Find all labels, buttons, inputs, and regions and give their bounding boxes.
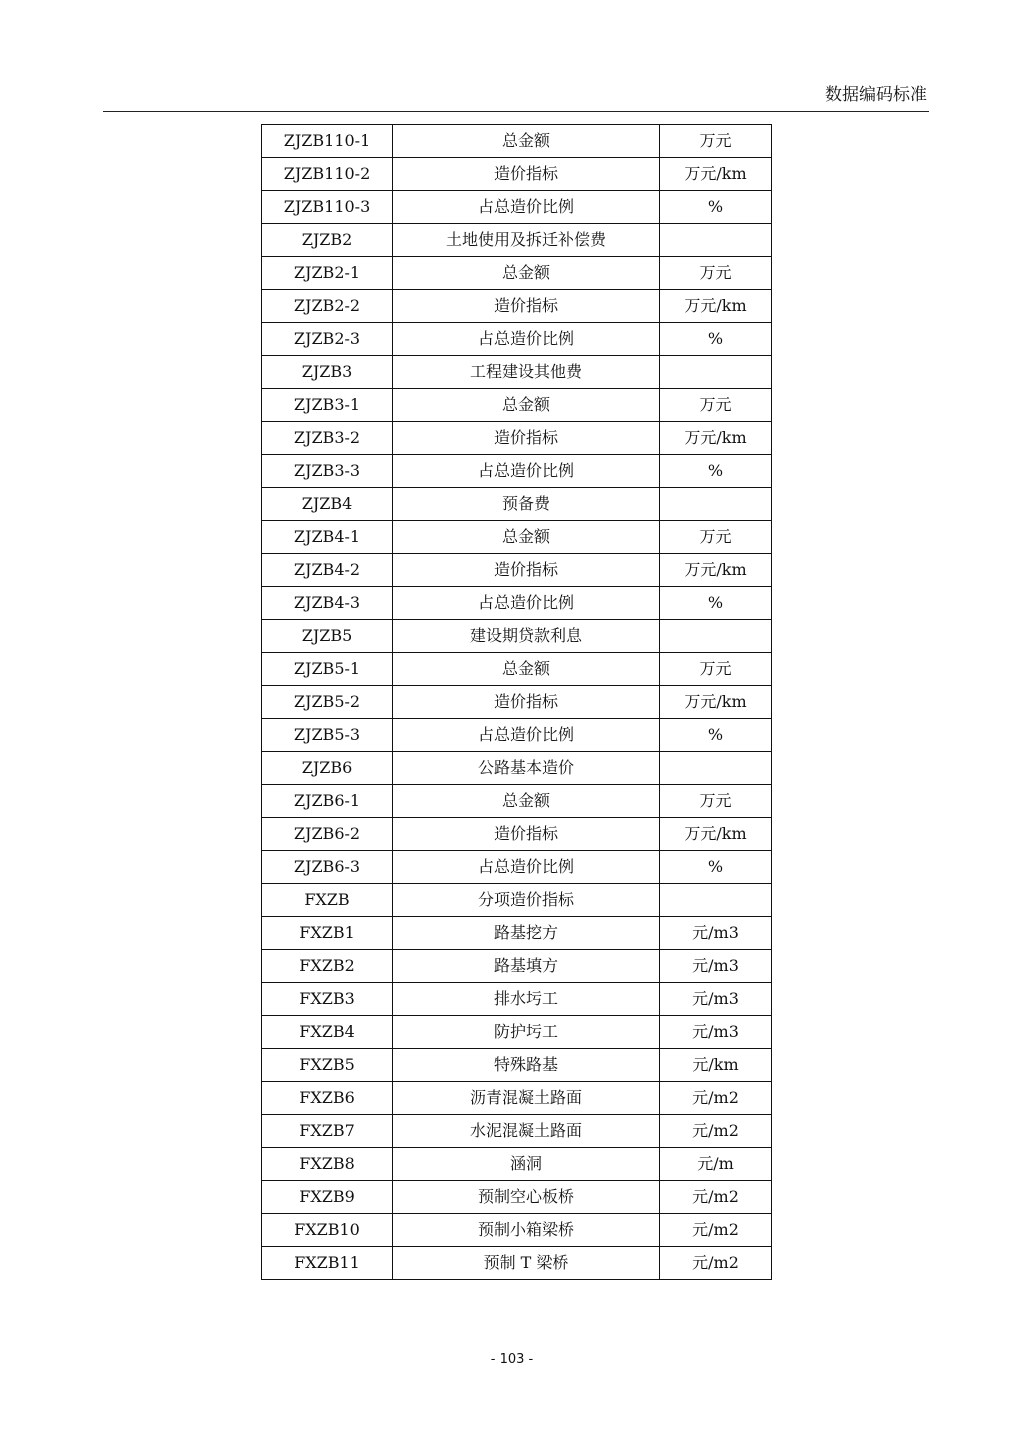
table-row — [262, 950, 772, 983]
table-row — [262, 1247, 772, 1280]
name-cell: 占总造价比例 — [393, 191, 660, 224]
page-header — [103, 84, 929, 112]
unit-cell: 万元/km — [660, 686, 772, 719]
name-cell: 水泥混凝土路面 — [393, 1115, 660, 1148]
table-row — [262, 785, 772, 818]
unit-cell — [660, 356, 772, 389]
unit-cell: 万元 — [660, 653, 772, 686]
name-cell: 工程建设其他费 — [393, 356, 660, 389]
name-cell: 路基挖方 — [393, 917, 660, 950]
code-cell: ZJZB5-1 — [262, 653, 393, 686]
unit-cell — [660, 224, 772, 257]
name-cell: 占总造价比例 — [393, 587, 660, 620]
unit-cell: % — [660, 191, 772, 224]
unit-cell: 万元 — [660, 785, 772, 818]
table-row — [262, 884, 772, 917]
name-cell: 预备费 — [393, 488, 660, 521]
table-row — [262, 587, 772, 620]
code-cell: ZJZB4-1 — [262, 521, 393, 554]
name-cell: 总金额 — [393, 257, 660, 290]
code-cell: FXZB6 — [262, 1082, 393, 1115]
code-cell: ZJZB110-2 — [262, 158, 393, 191]
code-cell: FXZB9 — [262, 1181, 393, 1214]
name-cell: 总金额 — [393, 389, 660, 422]
unit-cell: 元/m3 — [660, 917, 772, 950]
name-cell: 预制 T 梁桥 — [393, 1247, 660, 1280]
name-cell: 涵洞 — [393, 1148, 660, 1181]
table-row — [262, 455, 772, 488]
unit-cell: % — [660, 587, 772, 620]
table-row — [262, 158, 772, 191]
name-cell: 防护圬工 — [393, 1016, 660, 1049]
code-cell: ZJZB6-2 — [262, 818, 393, 851]
unit-cell: 元/m2 — [660, 1214, 772, 1247]
unit-cell: 万元/km — [660, 818, 772, 851]
code-cell: ZJZB3-3 — [262, 455, 393, 488]
unit-cell: 元/m3 — [660, 950, 772, 983]
code-cell: FXZB4 — [262, 1016, 393, 1049]
name-cell: 排水圬工 — [393, 983, 660, 1016]
table-row — [262, 290, 772, 323]
table-body — [262, 125, 772, 1280]
name-cell: 建设期贷款利息 — [393, 620, 660, 653]
table-row — [262, 422, 772, 455]
name-cell: 占总造价比例 — [393, 455, 660, 488]
unit-cell: 元/m2 — [660, 1181, 772, 1214]
code-cell: FXZB — [262, 884, 393, 917]
unit-cell: % — [660, 719, 772, 752]
name-cell: 造价指标 — [393, 686, 660, 719]
table-row — [262, 686, 772, 719]
unit-cell — [660, 884, 772, 917]
table-row — [262, 1148, 772, 1181]
code-cell: ZJZB3-1 — [262, 389, 393, 422]
unit-cell — [660, 488, 772, 521]
table-row — [262, 356, 772, 389]
table-row — [262, 818, 772, 851]
unit-cell: 元/m2 — [660, 1082, 772, 1115]
name-cell: 占总造价比例 — [393, 323, 660, 356]
unit-cell: 元/m2 — [660, 1115, 772, 1148]
unit-cell: 万元 — [660, 125, 772, 158]
name-cell: 分项造价指标 — [393, 884, 660, 917]
code-cell: FXZB10 — [262, 1214, 393, 1247]
name-cell: 预制空心板桥 — [393, 1181, 660, 1214]
table-row — [262, 620, 772, 653]
code-cell: ZJZB2-2 — [262, 290, 393, 323]
unit-cell: 万元/km — [660, 422, 772, 455]
name-cell: 占总造价比例 — [393, 851, 660, 884]
table-row — [262, 752, 772, 785]
name-cell: 造价指标 — [393, 554, 660, 587]
code-cell: ZJZB4 — [262, 488, 393, 521]
code-cell: FXZB8 — [262, 1148, 393, 1181]
code-cell: ZJZB4-2 — [262, 554, 393, 587]
code-cell: ZJZB6-1 — [262, 785, 393, 818]
page-header-title: 数据编码标准 — [825, 85, 927, 105]
unit-cell: % — [660, 851, 772, 884]
unit-cell: 元/m2 — [660, 1247, 772, 1280]
table-row — [262, 554, 772, 587]
code-cell: FXZB7 — [262, 1115, 393, 1148]
table-row — [262, 1016, 772, 1049]
code-cell: ZJZB4-3 — [262, 587, 393, 620]
table-row — [262, 1082, 772, 1115]
table-row — [262, 125, 772, 158]
table-row — [262, 1049, 772, 1082]
code-cell: ZJZB5-2 — [262, 686, 393, 719]
unit-cell: 万元/km — [660, 554, 772, 587]
name-cell: 预制小箱梁桥 — [393, 1214, 660, 1247]
table-row — [262, 1214, 772, 1247]
unit-cell: % — [660, 455, 772, 488]
table-row — [262, 257, 772, 290]
table-row — [262, 653, 772, 686]
table-row — [262, 917, 772, 950]
code-cell: ZJZB110-1 — [262, 125, 393, 158]
unit-cell — [660, 752, 772, 785]
code-cell: ZJZB3-2 — [262, 422, 393, 455]
unit-cell: 元/m3 — [660, 983, 772, 1016]
name-cell: 总金额 — [393, 785, 660, 818]
table-row — [262, 983, 772, 1016]
code-cell: ZJZB6 — [262, 752, 393, 785]
unit-cell: 元/m — [660, 1148, 772, 1181]
name-cell: 造价指标 — [393, 158, 660, 191]
page-number: - 103 - — [490, 1352, 534, 1367]
name-cell: 造价指标 — [393, 818, 660, 851]
name-cell: 总金额 — [393, 521, 660, 554]
table-row — [262, 1115, 772, 1148]
name-cell: 沥青混凝土路面 — [393, 1082, 660, 1115]
code-cell: ZJZB5-3 — [262, 719, 393, 752]
code-cell: ZJZB3 — [262, 356, 393, 389]
unit-cell: 万元/km — [660, 290, 772, 323]
table-row — [262, 389, 772, 422]
name-cell: 总金额 — [393, 653, 660, 686]
table-row — [262, 851, 772, 884]
name-cell: 造价指标 — [393, 422, 660, 455]
unit-cell: 万元 — [660, 257, 772, 290]
table-row — [262, 719, 772, 752]
data-code-table — [261, 124, 772, 1280]
name-cell: 公路基本造价 — [393, 752, 660, 785]
table-row — [262, 323, 772, 356]
unit-cell: 万元/km — [660, 158, 772, 191]
name-cell: 特殊路基 — [393, 1049, 660, 1082]
code-cell: ZJZB2 — [262, 224, 393, 257]
table-row — [262, 224, 772, 257]
table-row — [262, 191, 772, 224]
code-cell: ZJZB2-1 — [262, 257, 393, 290]
unit-cell: 元/m3 — [660, 1016, 772, 1049]
code-cell: FXZB11 — [262, 1247, 393, 1280]
table-row — [262, 488, 772, 521]
unit-cell — [660, 620, 772, 653]
name-cell: 造价指标 — [393, 290, 660, 323]
code-cell: FXZB2 — [262, 950, 393, 983]
code-cell: ZJZB2-3 — [262, 323, 393, 356]
name-cell: 占总造价比例 — [393, 719, 660, 752]
unit-cell: 万元 — [660, 521, 772, 554]
code-cell: FXZB3 — [262, 983, 393, 1016]
code-cell: FXZB1 — [262, 917, 393, 950]
table-row — [262, 521, 772, 554]
name-cell: 路基填方 — [393, 950, 660, 983]
table-row — [262, 1181, 772, 1214]
name-cell: 土地使用及拆迁补偿费 — [393, 224, 660, 257]
unit-cell: % — [660, 323, 772, 356]
unit-cell: 万元 — [660, 389, 772, 422]
code-cell: FXZB5 — [262, 1049, 393, 1082]
code-cell: ZJZB110-3 — [262, 191, 393, 224]
code-cell: ZJZB6-3 — [262, 851, 393, 884]
name-cell: 总金额 — [393, 125, 660, 158]
unit-cell: 元/km — [660, 1049, 772, 1082]
code-cell: ZJZB5 — [262, 620, 393, 653]
